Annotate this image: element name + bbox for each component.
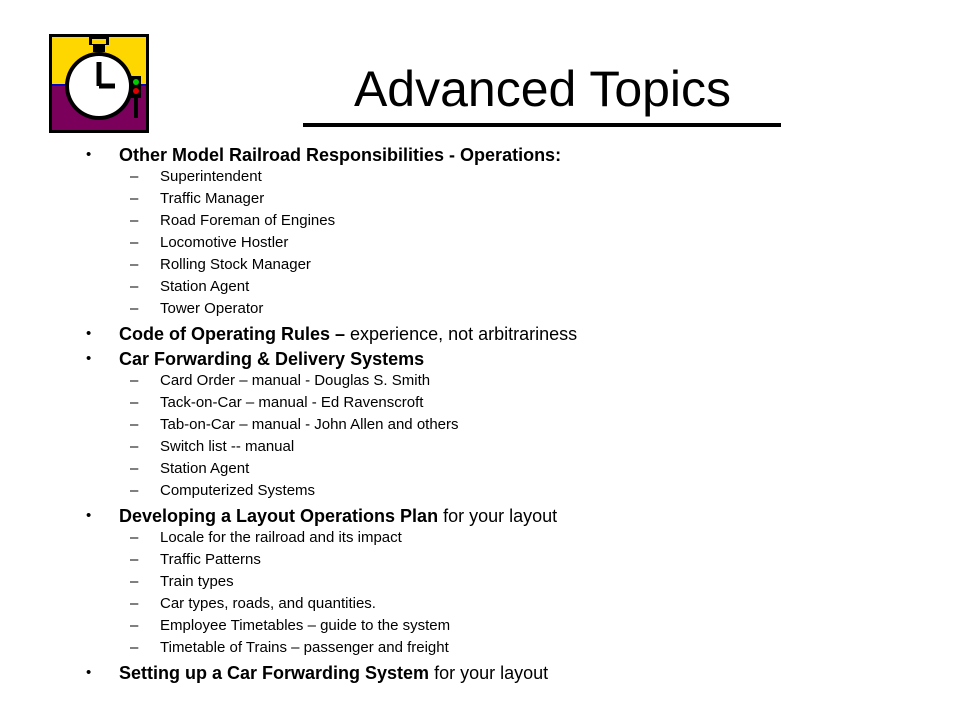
stopwatch-signal-icon xyxy=(49,34,149,133)
sub-bullet-item xyxy=(0,254,960,276)
dash-glyph: – xyxy=(130,256,139,273)
bullet-glyph: • xyxy=(86,664,92,681)
sub-bullet-item xyxy=(0,276,960,298)
sub-bullet-item xyxy=(0,392,960,414)
bullet-text: experience, not arbitrariness xyxy=(345,324,578,344)
sub-bullet-item xyxy=(0,298,960,320)
dash-glyph: – xyxy=(130,394,139,411)
sub-bullet-item xyxy=(0,370,960,392)
bullet-glyph: • xyxy=(86,350,92,367)
bullet-glyph: • xyxy=(86,507,92,524)
bullet-bold-text: Car Forwarding & Delivery Systems xyxy=(119,349,425,369)
slide-title: Advanced Topics xyxy=(353,61,732,117)
sub-bullet-item xyxy=(0,571,960,593)
sub-bullet-item xyxy=(0,593,960,615)
sub-bullet-text: Switch list -- manual xyxy=(160,438,295,455)
slide-content xyxy=(0,141,960,684)
dash-glyph: – xyxy=(130,573,139,590)
sub-bullet-text: Tower Operator xyxy=(160,300,264,317)
dash-glyph: – xyxy=(130,234,139,251)
bullet-bold-text: Developing a Layout Operations Plan xyxy=(119,506,439,526)
title-underline xyxy=(303,123,781,127)
dash-glyph: – xyxy=(130,551,139,568)
sub-bullet-text: Rolling Stock Manager xyxy=(160,256,311,273)
sub-bullet-text: Tab-on-Car – manual - John Allen and others xyxy=(160,416,459,433)
bullet-text: for your layout xyxy=(429,663,549,683)
sub-bullet-item xyxy=(0,188,960,210)
bullet-bold-text: Code of Operating Rules – xyxy=(119,324,346,344)
sub-bullet-text: Station Agent xyxy=(160,460,250,477)
bullet-text: for your layout xyxy=(438,506,558,526)
sub-bullet-item xyxy=(0,549,960,571)
bullet-bold-text: Setting up a Car Forwarding System xyxy=(119,663,430,683)
sub-bullet-item xyxy=(0,480,960,502)
dash-glyph: – xyxy=(130,416,139,433)
sub-bullet-text: Tack-on-Car – manual - Ed Ravenscroft xyxy=(160,394,424,411)
dash-glyph: – xyxy=(130,190,139,207)
bullet-item xyxy=(0,144,960,166)
sub-bullet-text: Locomotive Hostler xyxy=(160,234,289,251)
sub-bullet-item xyxy=(0,615,960,637)
sub-bullet-item xyxy=(0,232,960,254)
dash-glyph: – xyxy=(130,617,139,634)
sub-bullet-item xyxy=(0,458,960,480)
sub-bullet-text: Computerized Systems xyxy=(160,482,316,499)
sub-bullet-text: Superintendent xyxy=(160,168,262,185)
sub-bullet-text: Card Order – manual - Douglas S. Smith xyxy=(160,372,431,389)
dash-glyph: – xyxy=(130,482,139,499)
bullet-item xyxy=(0,662,960,684)
bullet-glyph: • xyxy=(86,146,92,163)
sub-bullet-item xyxy=(0,210,960,232)
dash-glyph: – xyxy=(130,460,139,477)
sub-bullet-text: Traffic Manager xyxy=(160,190,265,207)
sub-bullet-item xyxy=(0,637,960,659)
dash-glyph: – xyxy=(130,372,139,389)
sub-bullet-text: Station Agent xyxy=(160,278,250,295)
dash-glyph: – xyxy=(130,438,139,455)
sub-bullet-text: Traffic Patterns xyxy=(160,551,261,568)
sub-bullet-text: Train types xyxy=(160,573,234,590)
sub-bullet-text: Car types, roads, and quantities. xyxy=(160,595,376,612)
sub-bullet-item xyxy=(0,436,960,458)
dash-glyph: – xyxy=(130,278,139,295)
bullet-item xyxy=(0,348,960,370)
sub-bullet-text: Timetable of Trains – passenger and freight xyxy=(160,639,449,656)
dash-glyph: – xyxy=(130,212,139,229)
dash-glyph: – xyxy=(130,595,139,612)
bullet-bold-text: Other Model Railroad Responsibilities - Operations: xyxy=(119,145,562,165)
sub-bullet-text: Locale for the railroad and its impact xyxy=(160,529,402,546)
bullet-item xyxy=(0,505,960,527)
bullet-item xyxy=(0,323,960,345)
sub-bullet-item xyxy=(0,527,960,549)
sub-bullet-item xyxy=(0,166,960,188)
sub-bullet-item xyxy=(0,414,960,436)
sub-bullet-text: Employee Timetables – guide to the system xyxy=(160,617,451,634)
dash-glyph: – xyxy=(130,529,139,546)
bullet-glyph: • xyxy=(86,325,92,342)
dash-glyph: – xyxy=(130,168,139,185)
dash-glyph: – xyxy=(130,639,139,656)
sub-bullet-text: Road Foreman of Engines xyxy=(160,212,336,229)
dash-glyph: – xyxy=(130,300,139,317)
